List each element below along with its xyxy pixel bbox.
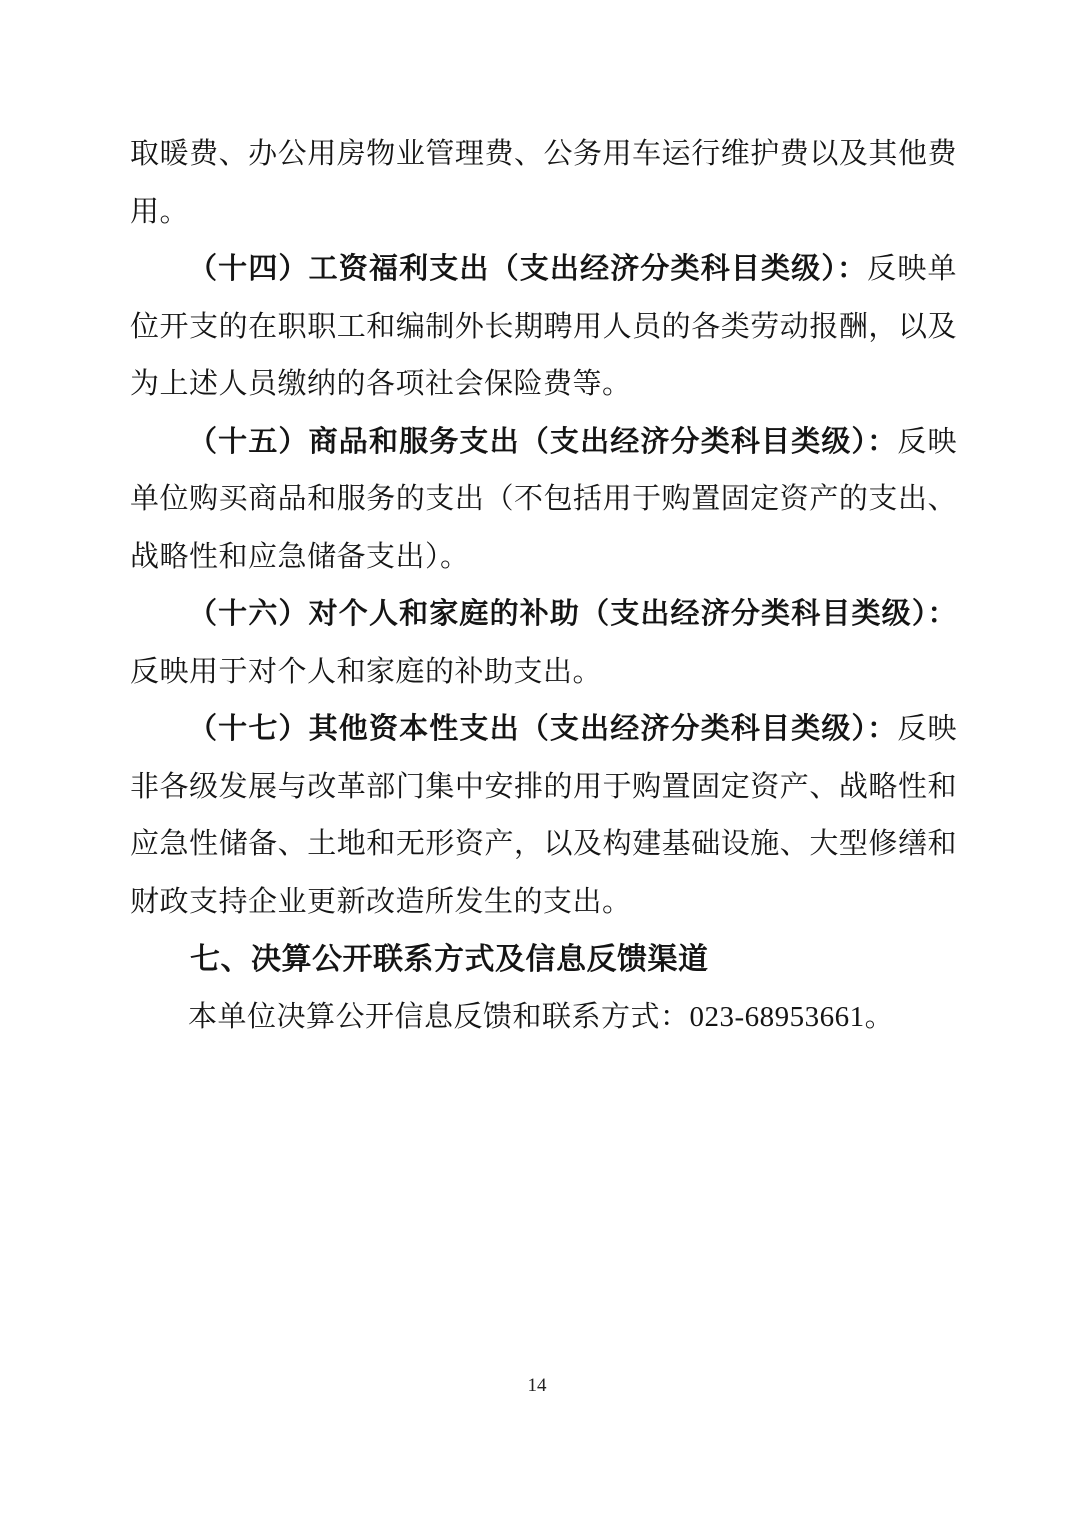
paragraph-continuation: 取暖费、办公用房物业管理费、公务用车运行维护费以及其他费用。 xyxy=(130,138,957,228)
section-item-paragraph xyxy=(130,701,957,931)
section-item-lead: （十五）商品和服务支出（支出经济分类科目类级）： xyxy=(188,425,898,458)
section-item-text: 反映单位开支的在职职工和编制外长期聘用人员的各类劳动报酬，以及为上述人员缴纳的各项社会保险费等。 xyxy=(130,253,957,400)
section-item-text: 反映非各级发展与改革部门集中安排的用于购置固定资产、战略性和应急性储备、土地和无形资产，以及构建基础设施、大型修缮和财政支持企业更新改造所发生的支出。 xyxy=(130,713,957,918)
section-item-lead: （十四）工资福利支出（支出经济分类科目类级）： xyxy=(188,253,868,285)
section-item-lead: （十六）对个人和家庭的补助（支出经济分类科目类级）： xyxy=(188,598,957,630)
document-body xyxy=(130,126,957,1046)
section-item-lead: （十七）其他资本性支出（支出经济分类科目类级）： xyxy=(188,713,898,745)
page-number: 14 xyxy=(527,1375,547,1396)
section-item-text: 反映用于对个人和家庭的补助支出。 xyxy=(130,655,603,688)
section-item-paragraph xyxy=(130,414,957,587)
section-item-text: 反映单位购买商品和服务的支出（不包括用于购置固定资产的支出、战略性和应急储备支出）。 xyxy=(130,425,957,573)
section-item-paragraph xyxy=(130,586,957,701)
paragraph: 本单位决算公开信息反馈和联系方式：023-68953661。 xyxy=(188,1000,895,1033)
section-heading: 七、决算公开联系方式及信息反馈渠道 xyxy=(190,943,709,976)
section-item-paragraph xyxy=(130,241,957,414)
